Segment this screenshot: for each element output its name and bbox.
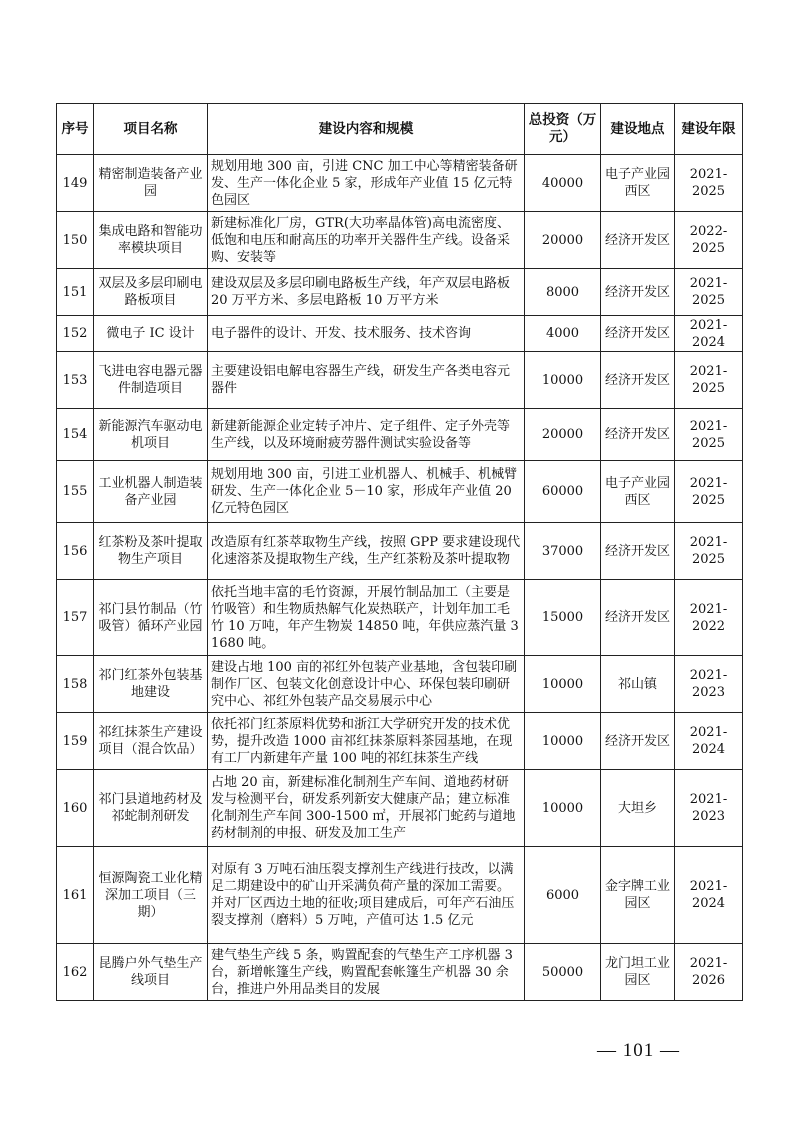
row-content: 电子器件的设计、开发、技术服务、技术咨询 xyxy=(208,316,525,352)
row-index: 162 xyxy=(57,944,94,1001)
row-investment: 6000 xyxy=(525,847,601,944)
row-period: 2021-2025 xyxy=(675,523,743,580)
header-project-name: 项目名称 xyxy=(94,104,208,155)
row-period: 2021-2023 xyxy=(675,656,743,713)
row-investment: 20000 xyxy=(525,409,601,461)
row-project-name: 昆腾户外气垫生产线项目 xyxy=(94,944,208,1001)
row-investment: 50000 xyxy=(525,944,601,1001)
table-header-row xyxy=(57,104,743,155)
row-period: 2021-2025 xyxy=(675,352,743,409)
row-project-name: 精密制造装备产业园 xyxy=(94,155,208,212)
row-location: 电子产业园西区 xyxy=(601,155,675,212)
row-period: 2021-2024 xyxy=(675,847,743,944)
row-index: 154 xyxy=(57,409,94,461)
table-row xyxy=(57,944,743,1001)
row-content: 依托当地丰富的毛竹资源，开展竹制品加工（主要是竹吸管）和生物质热解气化炭热联产，计划年加工毛竹 10 万吨，年产生物炭 14850 吨，年供应蒸汽量 31680 吨。 xyxy=(208,580,525,656)
row-project-name: 恒源陶瓷工业化精深加工项目（三期） xyxy=(94,847,208,944)
row-content: 依托祁门红茶原料优势和浙江大学研究开发的技术优势，提升改造 1000 亩祁红抹茶原料茶园基地，在现有工厂内新建年产量 100 吨的祁红抹茶生产线 xyxy=(208,713,525,770)
row-project-name: 工业机器人制造装备产业园 xyxy=(94,461,208,523)
row-location: 祁山镇 xyxy=(601,656,675,713)
row-index: 155 xyxy=(57,461,94,523)
row-content: 改造原有红茶萃取物生产线，按照 GPP 要求建设现代化速溶茶及提取物生产线，生产红茶粉及茶叶提取物 xyxy=(208,523,525,580)
table-row xyxy=(57,461,743,523)
row-period: 2022-2025 xyxy=(675,212,743,269)
row-index: 161 xyxy=(57,847,94,944)
header-content: 建设内容和规模 xyxy=(208,104,525,155)
table-row xyxy=(57,269,743,316)
row-project-name: 双层及多层印刷电路板项目 xyxy=(94,269,208,316)
row-location: 经济开发区 xyxy=(601,352,675,409)
row-content: 占地 20 亩，新建标准化制剂生产车间、道地药材研发与检测平台，研发系列新安大健康产品；建立标准化制剂生产车间 300-1500 ㎡，开展祁门蛇药与道地药材制剂的申报、研发及加工生产 xyxy=(208,770,525,847)
row-index: 150 xyxy=(57,212,94,269)
row-index: 153 xyxy=(57,352,94,409)
table-row xyxy=(57,409,743,461)
row-index: 160 xyxy=(57,770,94,847)
row-location: 经济开发区 xyxy=(601,409,675,461)
row-index: 156 xyxy=(57,523,94,580)
table-row xyxy=(57,352,743,409)
row-investment: 37000 xyxy=(525,523,601,580)
table-row xyxy=(57,155,743,212)
row-project-name: 红茶粉及茶叶提取物生产项目 xyxy=(94,523,208,580)
row-project-name: 祁红抹茶生产建设项目（混合饮品） xyxy=(94,713,208,770)
row-location: 大坦乡 xyxy=(601,770,675,847)
table-row xyxy=(57,580,743,656)
row-location: 经济开发区 xyxy=(601,212,675,269)
row-project-name: 祁门县道地药材及祁蛇制剂研发 xyxy=(94,770,208,847)
row-period: 2021-2024 xyxy=(675,713,743,770)
row-index: 151 xyxy=(57,269,94,316)
row-location: 经济开发区 xyxy=(601,713,675,770)
row-project-name: 微电子 IC 设计 xyxy=(94,316,208,352)
table-row xyxy=(57,847,743,944)
row-content: 主要建设铝电解电容器生产线，研发生产各类电容元器件 xyxy=(208,352,525,409)
row-location: 电子产业园西区 xyxy=(601,461,675,523)
row-content: 新建新能源企业定转子冲片、定子组件、定子外壳等生产线，以及环境耐疲劳器件测试实验设备等 xyxy=(208,409,525,461)
row-index: 152 xyxy=(57,316,94,352)
table-row xyxy=(57,656,743,713)
row-project-name: 新能源汽车驱动电机项目 xyxy=(94,409,208,461)
project-table xyxy=(56,103,743,1001)
row-content: 建设占地 100 亩的祁红外包装产业基地，含包装印刷制作厂区、包装文化创意设计中心、环保包装印刷研究中心、祁红外包装产品交易展示中心 xyxy=(208,656,525,713)
row-investment: 10000 xyxy=(525,713,601,770)
row-period: 2021-2024 xyxy=(675,316,743,352)
row-location: 经济开发区 xyxy=(601,316,675,352)
row-content: 建气垫生产线 5 条，购置配套的气垫生产工序机器 3 台，新增帐篷生产线，购置配套帐篷生产机器 30 余台，推进户外用品类目的发展 xyxy=(208,944,525,1001)
row-investment: 8000 xyxy=(525,269,601,316)
row-content: 规划用地 300 亩，引进工业机器人、机械手、机械臂研发、生产一体化企业 5－10 家，形成年产业值 20 亿元特色园区 xyxy=(208,461,525,523)
header-investment: 总投资（万元） xyxy=(525,104,601,155)
header-period: 建设年限 xyxy=(675,104,743,155)
table-row xyxy=(57,523,743,580)
table-row xyxy=(57,212,743,269)
row-period: 2021-2022 xyxy=(675,580,743,656)
row-location: 金字牌工业园区 xyxy=(601,847,675,944)
row-period: 2021-2025 xyxy=(675,461,743,523)
header-index: 序号 xyxy=(57,104,94,155)
row-period: 2021-2023 xyxy=(675,770,743,847)
row-index: 149 xyxy=(57,155,94,212)
row-project-name: 飞进电容电器元器件制造项目 xyxy=(94,352,208,409)
table-row xyxy=(57,770,743,847)
row-location: 龙门坦工业园区 xyxy=(601,944,675,1001)
row-investment: 20000 xyxy=(525,212,601,269)
row-index: 158 xyxy=(57,656,94,713)
row-investment: 10000 xyxy=(525,770,601,847)
row-project-name: 祁门县竹制品（竹吸管）循环产业园 xyxy=(94,580,208,656)
table-row xyxy=(57,316,743,352)
row-project-name: 祁门红茶外包装基地建设 xyxy=(94,656,208,713)
page-number: — 101 — xyxy=(597,1040,680,1061)
row-investment: 4000 xyxy=(525,316,601,352)
header-location: 建设地点 xyxy=(601,104,675,155)
row-content: 对原有 3 万吨石油压裂支撑剂生产线进行技改，以满足二期建设中的矿山开采满负荷产量的深加工需要。并对厂区西边土地的征收;项目建成后，可年产石油压裂支撑剂（磨料）5 万吨，产值可达 1.5 亿元 xyxy=(208,847,525,944)
row-investment: 40000 xyxy=(525,155,601,212)
row-investment: 15000 xyxy=(525,580,601,656)
row-location: 经济开发区 xyxy=(601,580,675,656)
row-investment: 10000 xyxy=(525,352,601,409)
row-period: 2021-2026 xyxy=(675,944,743,1001)
row-period: 2021-2025 xyxy=(675,155,743,212)
row-period: 2021-2025 xyxy=(675,409,743,461)
row-location: 经济开发区 xyxy=(601,523,675,580)
row-index: 159 xyxy=(57,713,94,770)
row-location: 经济开发区 xyxy=(601,269,675,316)
row-content: 新建标准化厂房，GTR(大功率晶体管)高电流密度、低饱和电压和耐高压的功率开关器件生产线。设备采购、安装等 xyxy=(208,212,525,269)
row-period: 2021-2025 xyxy=(675,269,743,316)
row-index: 157 xyxy=(57,580,94,656)
table-row xyxy=(57,713,743,770)
row-investment: 60000 xyxy=(525,461,601,523)
row-content: 规划用地 300 亩，引进 CNC 加工中心等精密装备研发、生产一体化企业 5 家，形成年产业值 15 亿元特色园区 xyxy=(208,155,525,212)
row-content: 建设双层及多层印刷电路板生产线，年产双层电路板 20 万平方米、多层电路板 10 万平方米 xyxy=(208,269,525,316)
row-project-name: 集成电路和智能功率模块项目 xyxy=(94,212,208,269)
row-investment: 10000 xyxy=(525,656,601,713)
